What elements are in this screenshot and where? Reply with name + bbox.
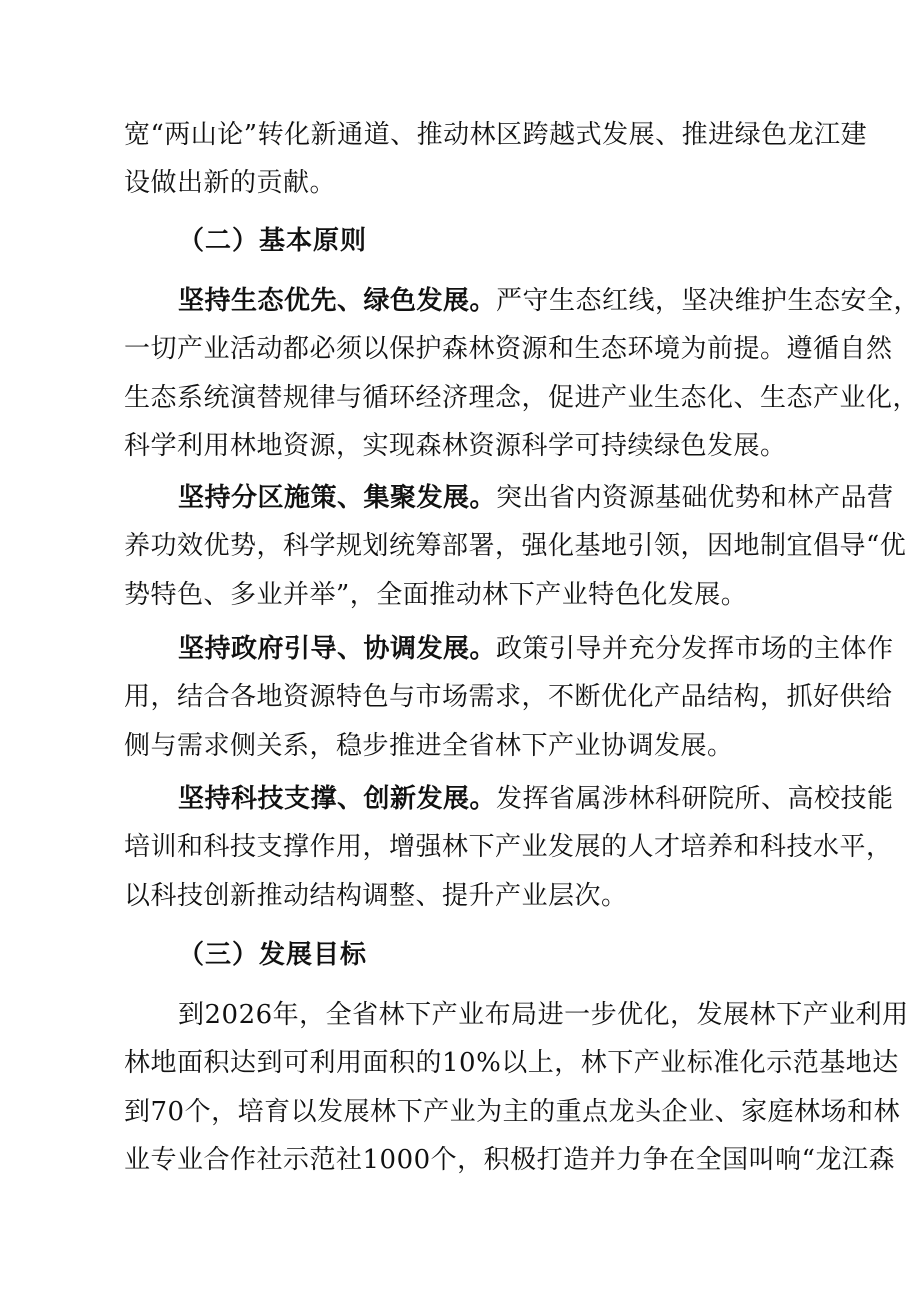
principle-text: 严守生态红线，坚决维护生态安全， [496,286,920,316]
paragraph-line: 以科技创新推动结构调整、提升产业层次。 [124,881,628,911]
paragraph-line: 一切产业活动都必须以保护森林资源和生态环境为前提。遵循自然 [124,334,893,364]
paragraph-line: 养功效优势，科学规划统筹部署，强化基地引领，因地制宜倡导“优 [124,531,907,561]
principle-text: 政策引导并充分发挥市场的主体作 [496,634,894,664]
paragraph-line: 林地面积达到可利用面积的10%以上，林下产业标准化示范基地达 [124,1048,899,1078]
paragraph-line: 侧与需求侧关系，稳步推进全省林下产业协调发展。 [124,731,734,761]
paragraph-line: 势特色、多业并举”，全面推动林下产业特色化发展。 [124,580,748,610]
principle-title: 坚持分区施策、集聚发展。 [178,483,497,513]
principle-title: 坚持生态优先、绿色发展。 [178,286,497,316]
paragraph-line: 培训和科技支撑作用，增强林下产业发展的人才培养和科技水平， [124,832,893,862]
paragraph-line: 设做出新的贡献。 [124,168,337,198]
principle-first-line [178,779,894,819]
paragraph-line: 业专业合作社示范社1000个，积极打造并力争在全国叫响“龙江森 [124,1145,895,1175]
principle-first-line [178,629,894,669]
paragraph-line: 用，结合各地资源特色与市场需求，不断优化产品结构，抓好供给 [124,682,893,712]
section-heading: （二）基本原则 [178,226,368,256]
paragraph-line: 到70个，培育以发展林下产业为主的重点龙头企业、家庭林场和林 [124,1097,901,1127]
paragraph-line: 宽“两山论”转化新通道、推动林区跨越式发展、推进绿色龙江建 [124,120,868,150]
principle-text: 发挥省属涉林科研院所、高校技能 [496,784,894,814]
section-heading: （三）发展目标 [178,940,368,970]
principle-first-line [178,478,894,518]
principle-title: 坚持政府引导、协调发展。 [178,634,497,664]
principle-text: 突出省内资源基础优势和林产品营 [496,483,894,513]
principle-first-line [178,281,920,321]
paragraph-line: 生态系统演替规律与循环经济理念，促进产业生态化、生态产业化， [124,383,920,413]
principle-title: 坚持科技支撑、创新发展。 [178,784,497,814]
paragraph-line: 科学利用林地资源，实现森林资源科学可持续绿色发展。 [124,431,787,461]
paragraph-line: 到2026年，全省林下产业布局进一步优化，发展林下产业利用 [178,1000,909,1030]
